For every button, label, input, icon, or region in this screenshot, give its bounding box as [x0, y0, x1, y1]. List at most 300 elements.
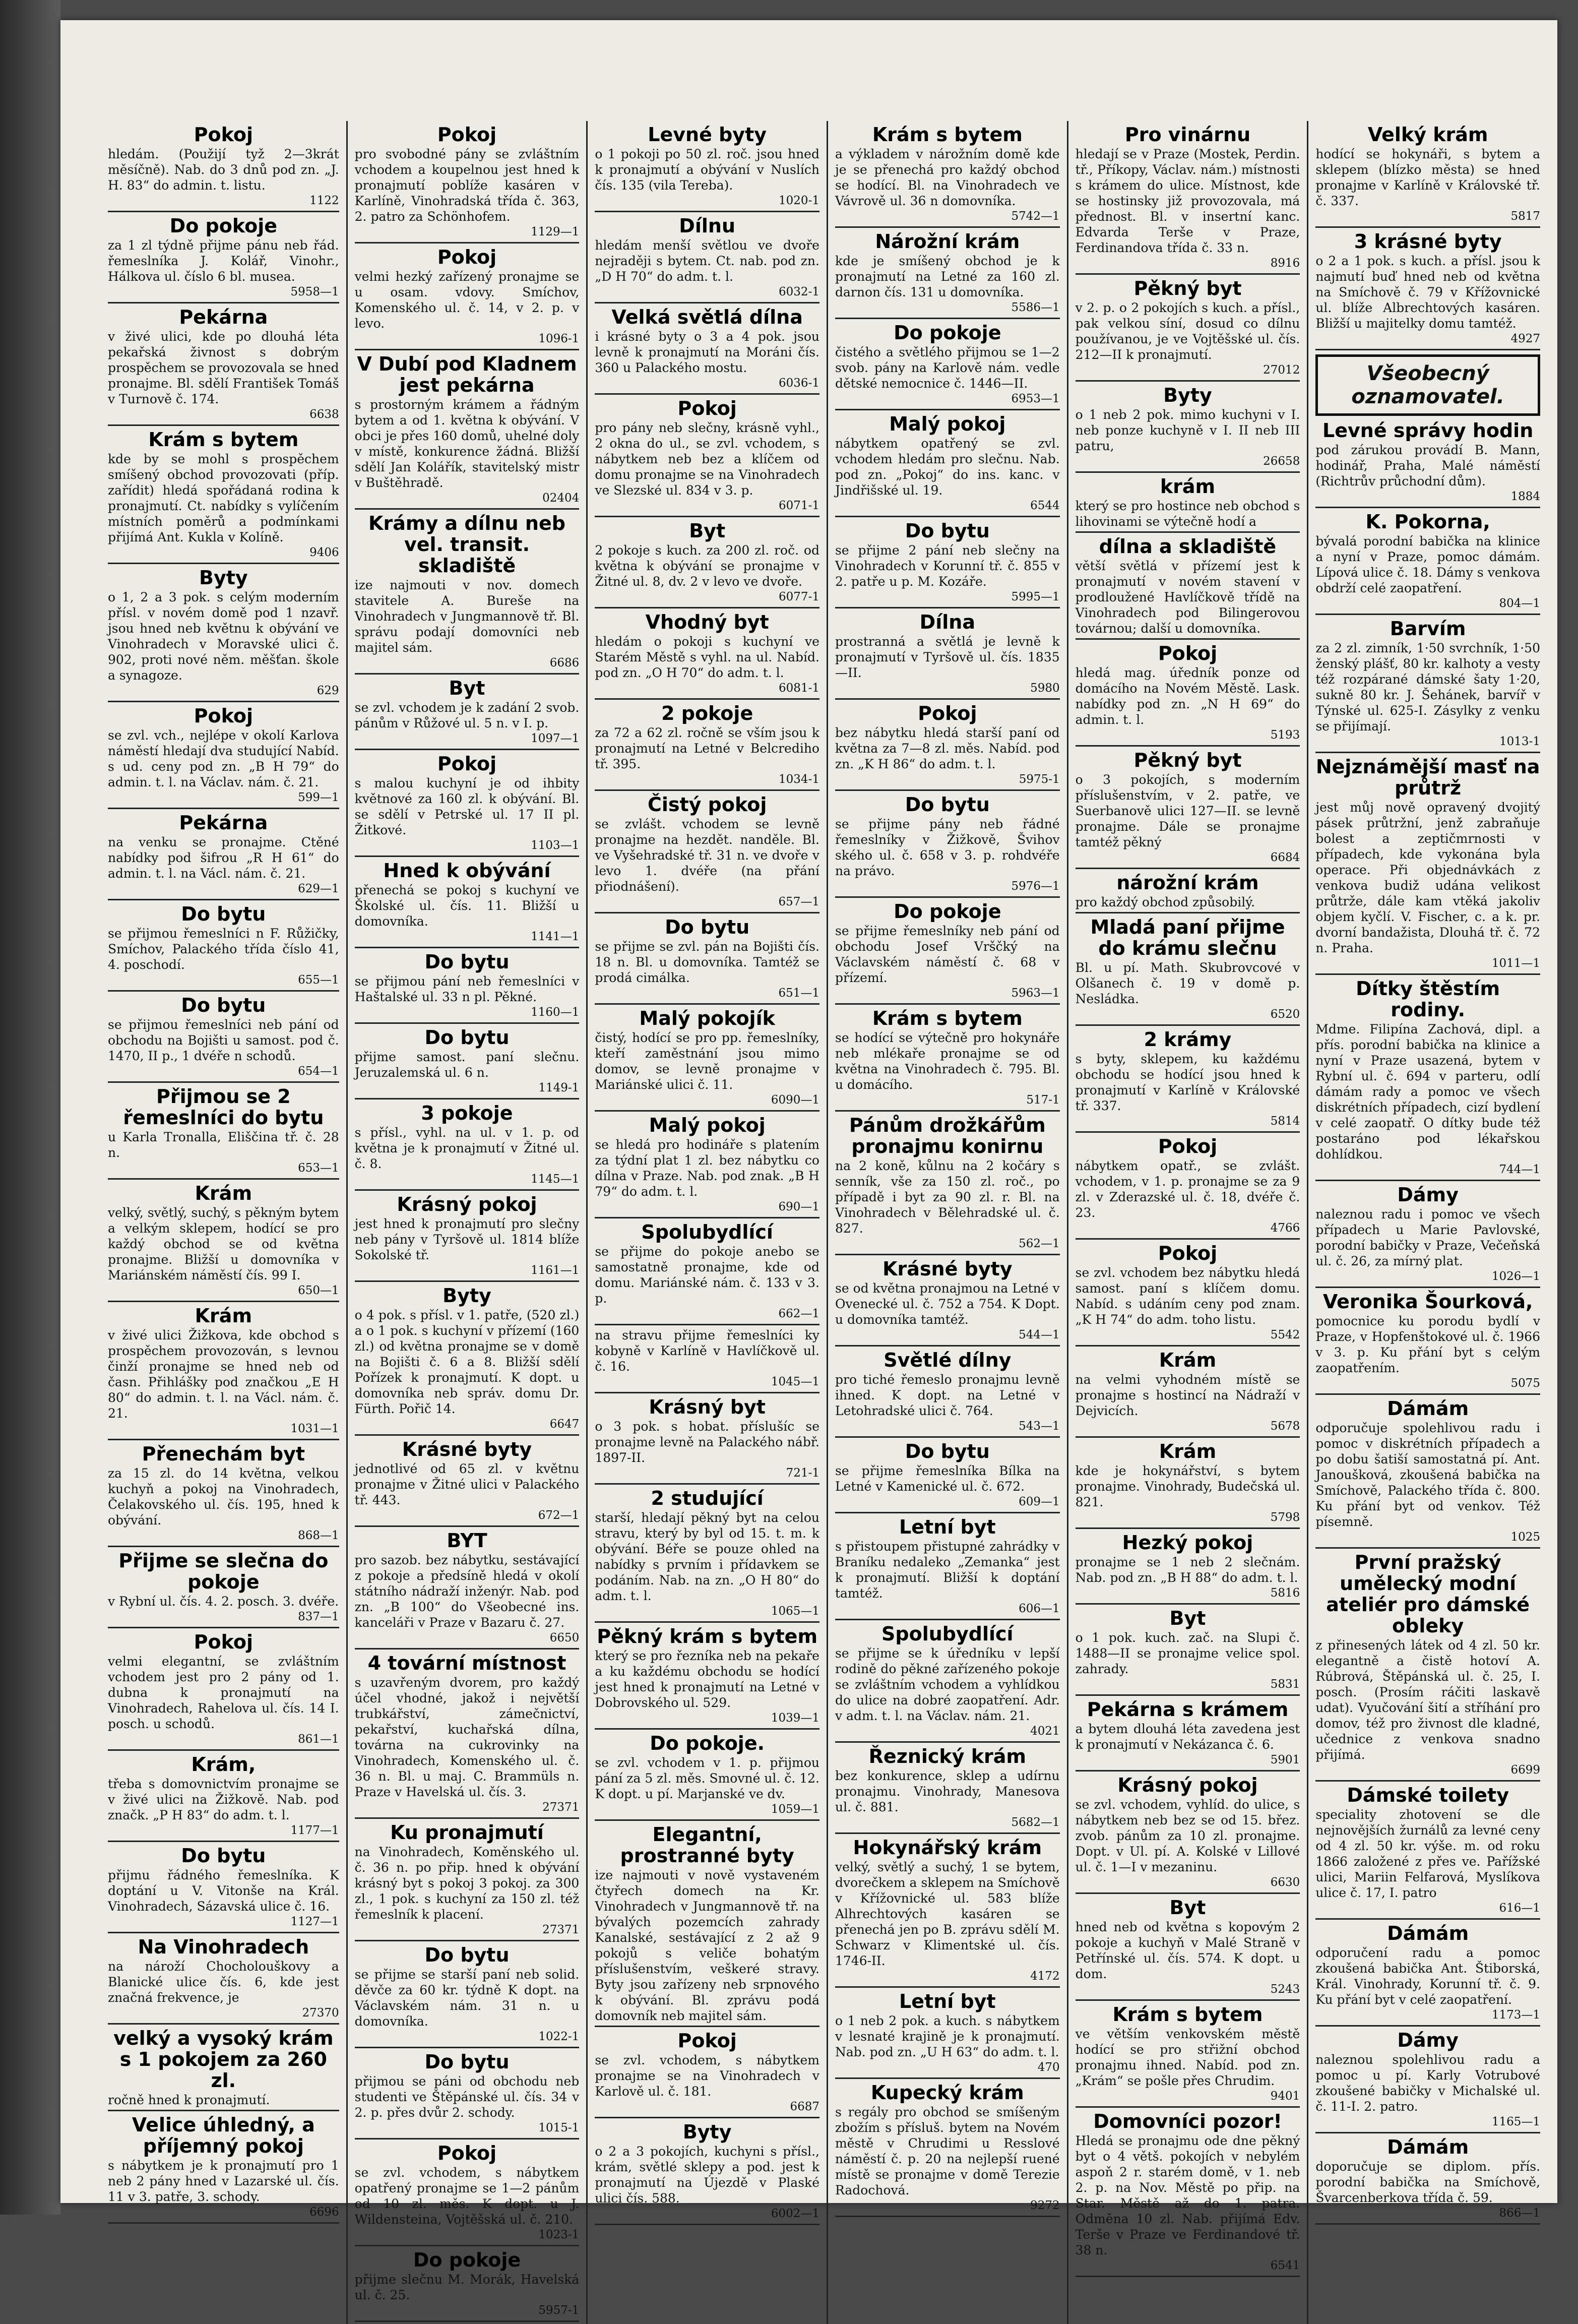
ad-body: 2 pokoje s kuch. za 200 zl. roč. od května k obývání se pronajme v Žitné ul. 8, dv. 2 v levo ve dvoře.: [595, 543, 819, 589]
classified-ad: [1315, 978, 1540, 1181]
column-2: [346, 121, 587, 2324]
ad-body: který se pro řezníka neb na pekaře a ku každému obchodu se hodící jest hned k pronajmutí na Letné v Dobrovského ul. 529.: [595, 1648, 819, 1710]
classified-ad: [835, 794, 1060, 898]
ad-reference-number: 651—1: [778, 987, 819, 1000]
classified-ad: [108, 307, 339, 426]
ad-body: velmi elegantní, se zvláštním vchodem jest pro 2 pány od 1. dubna k pronajmutí na Vinohradech, Rahelova ul. čís. 14 I. posch. u schodů.: [108, 1654, 339, 1731]
ad-heading: Pokoj: [1158, 1135, 1218, 1157]
classified-ad: [835, 1623, 1060, 1743]
column-6: [1307, 121, 1547, 2324]
ad-heading: Krám s bytem: [148, 429, 299, 451]
ad-reference-number: 6638: [309, 408, 339, 421]
ad-reference-number: 5586—1: [1011, 301, 1060, 314]
ad-reference-number: 5976—1: [1011, 880, 1060, 893]
classified-ad: [355, 1822, 580, 1941]
ad-heading: Pánům drožkářům pronajmu konirnu: [849, 1114, 1046, 1157]
classified-ad: [355, 513, 580, 675]
ad-heading: 3 pokoje: [421, 1102, 513, 1124]
ad-heading: Byty: [682, 2121, 732, 2143]
ad-heading: Krámy a dílnu neb vel. transit. skladiště: [368, 512, 565, 577]
ad-body: přijmou se páni od obchodu neb studenti ve Štěpánské ul. čís. 34 v 2. p. přes dvůr 2. schody.: [354, 2074, 580, 2120]
ad-body: o 1 neb 2 pok. mimo kuchyni v I. neb ponze kuchyně v I. II neb III patru,: [1075, 407, 1300, 453]
ad-body: pronajme se 1 neb 2 slečnám. Nab. pod zn. „B H 88“ do adm. t. l.: [1075, 1555, 1300, 1585]
ad-body: čistý, hodící se pro pp. řemeslníky, kteří zaměstnání jsou mimo domov, se levně pronajme v Mariánské ulici č. 11.: [595, 1030, 819, 1092]
ad-reference-number: 5193: [1270, 728, 1300, 742]
classified-ad: [595, 2030, 819, 2118]
ad-reference-number: 1161—1: [531, 1264, 580, 1277]
classified-ad: [1315, 2136, 1540, 2225]
classified-ad: [1076, 2004, 1300, 2108]
ad-heading: Pokoj: [194, 705, 253, 727]
classified-ad: [355, 1944, 580, 2048]
classified-ad: [108, 1550, 339, 1628]
classified-ad: [108, 1754, 339, 1842]
ad-heading: Veronika Šourková,: [1322, 1291, 1533, 1313]
section-header-box: [1315, 354, 1540, 416]
ad-heading: Do bytu: [905, 793, 990, 816]
ad-heading: Byt: [1169, 1897, 1206, 1919]
ad-body: s přistoupem přistupné zahrádky v Braníku nedaleko „Zemanka“ jest k pronajmutí. Bližší k doptání tamtéž.: [835, 1539, 1060, 1601]
ad-body: se zvl. vch., nejlépe v okolí Karlova náměstí hledají dva studující Nabíd. s ud. ceny pod zn. „B H 79“ do admin. t. l. na Václav. nám. č. 21.: [108, 728, 339, 789]
ad-heading: Dámám: [1387, 1922, 1469, 1944]
ad-reference-number: 27370: [302, 2006, 339, 2020]
classified-ad: [835, 231, 1060, 319]
ad-body: se zvl. vchodem v 1. p. přijmou pání za 5 zl. měs. Smovné ul. č. 12. K dopt. u pí. Marjanské ve dv.: [595, 1755, 819, 1801]
classified-ad: [355, 1653, 580, 1819]
ad-body: u Karla Tronalla, Eliščina tř. č. 28 n.: [108, 1130, 339, 1160]
ad-heading: Pokoj: [437, 753, 497, 775]
ad-body: s regály pro obchod se smíšeným zbožím s přísluš. bytem na Novém městě v Chrudimi u Resslové náměstí č. p. 20 na nejlepší ruené místě se pronajme v domě Terezie Radochová.: [835, 2105, 1060, 2197]
ad-heading: Pokoj: [437, 246, 497, 268]
classified-ad: [1315, 124, 1540, 228]
ad-body: doporučuje se diplom. přís. porodní babička na Smíchově, Švarcenberkova třída č. 59.: [1315, 2159, 1540, 2205]
ad-body: se přijme pány neb řádné řemeslníky v Žižkově, Švihov ského ul. č. 658 v 3. p. rohdvéře na právo.: [835, 817, 1060, 878]
classified-ad: [355, 1027, 580, 1099]
ad-body: jest můj nově opravený dvojitý pásek průtržní, jenž zabraňuje bolest a zeptičmrnosti v případech, kde vykonána byla operace. Při objednávkách z venkova budiž udána velikost průtrže, dále kam vtěká jakoliv objem kyčlí. V. Fischer, c. a k. pr. dvorní bandažista, Dlouhá tř. č. 72 n. Praha.: [1315, 800, 1540, 955]
ad-body: a bytem dlouhá léta zavedena jest k pronajmutí v Nekázanca č. 6.: [1075, 1722, 1300, 1752]
ad-body: o 2 a 3 pokojích, kuchyni s přísl., krám, světlé sklepy a pod. jest k pronajmutí na Újezdě v Plaské ulici čís. 588.: [595, 2144, 819, 2206]
ad-heading: Pokoj: [194, 124, 253, 146]
ad-body: na nároží Chocholouškovy a Blanické ulice čís. 6, kde jest značná frekvence, je: [108, 1959, 339, 2005]
ad-body: větší světlá v přízemí jest k pronajmutí v novém stavení v prodloužené Havlíčkově třídě na Vinohradech pod Bilingerovou továrnou; další u domovníka.: [1075, 559, 1300, 636]
classified-ad: [835, 1991, 1060, 2079]
ad-reference-number: 6953—1: [1011, 392, 1060, 405]
classified-ad: [1076, 1608, 1300, 1696]
ad-body: se přijme řemeslníky neb pání od obchodu Josef Vrščký na Václavském náměstí č. 68 v přízemí.: [835, 924, 1060, 985]
ad-heading: Dámám: [1387, 1397, 1469, 1420]
ad-reference-number: 866—1: [1499, 2207, 1540, 2220]
ad-reference-number: 1122: [309, 194, 339, 207]
ad-body: prostranná a světlá je levně k pronajmutí v Tyršově ul. čís. 1835—II.: [835, 634, 1060, 680]
ad-body: se hledá pro hodináře s platením za týdní plat 1 zl. bez nábytku co dílna v Praze. Nab. pod znak. „B H 79“ do adm. t. l.: [595, 1137, 819, 1199]
ad-reference-number: 1065—1: [771, 1605, 819, 1618]
ad-reference-number: 5075: [1510, 1377, 1540, 1390]
ad-reference-number: 27012: [1263, 363, 1300, 377]
ad-heading: Vhodný byt: [645, 611, 769, 633]
ad-body: nábytkem opatřený se zvl. vchodem hledám pro slečnu. Nab. pod zn. „Pokoj“ do ins. kanc. v Jindřišské ul. 19.: [835, 436, 1060, 498]
classified-ad: [1076, 536, 1300, 640]
ad-body: o 3 pokojích, s moderním příslušenstvím, v 2. patře, ve Suerbanově ulici 127—II. se levně pronajme. Dále se pronajme tamtéž pěkný: [1075, 772, 1300, 849]
ad-reference-number: 672—1: [538, 1509, 580, 1522]
classified-ad: [108, 705, 339, 809]
ad-body: odporučuje spolehlivou radu i pomoc v diskrétních případech a po dobu šatiší samostatná pí. Ant. Janoušková, zkoušená babička na Smíchově, Palackého třída č. 800. Ku přání byt od venkov. Též písemně.: [1315, 1421, 1540, 1529]
ad-reference-number: 5831: [1270, 1678, 1300, 1691]
classified-ad: [595, 794, 819, 913]
ad-reference-number: 861—1: [298, 1733, 339, 1746]
ad-body: o 1 pok. kuch. zač. na Slupi č. 1488—II se pronajme velice spol. zahrady.: [1075, 1630, 1300, 1676]
ad-body: se přijmou řemeslníci neb pání od obchodu na Bojišti u samost. pod č. 1470, II p., 1 dvéře n schodů.: [108, 1017, 339, 1063]
classified-ad: [1315, 1184, 1540, 1288]
ad-heading: Velká světlá dílna: [611, 306, 803, 328]
ad-reference-number: 6687: [790, 2100, 819, 2113]
ad-reference-number: 6071-1: [779, 499, 819, 512]
classified-ad: [835, 703, 1060, 791]
ad-body: za 2 zl. zimník, 1·50 svrchník, 1·50 ženský plášť, 80 kr. kalhoty a vesty též rozpárané dámské šaty 1·20, sukně 80 kr. J. Šehánek, barvíř v Týnské ul. 625-I. Zásylky z venku se přijímají.: [1315, 641, 1540, 733]
classified-ad: [108, 812, 339, 900]
classified-ad: [108, 429, 339, 564]
classified-ad: [595, 307, 819, 395]
ad-heading: Krám s bytem: [872, 1007, 1023, 1029]
ad-body: se přijmou řemeslníci n F. Růžičky, Smíchov, Palackého třída číslo 41, 4. poschodí.: [108, 926, 339, 972]
classified-ad: [595, 916, 819, 1005]
ad-body: přenechá se pokoj s kuchyní ve Školské ul. čís. 11. Bližší u domovníka.: [354, 883, 580, 929]
classified-ad: [108, 1631, 339, 1751]
ad-reference-number: 599—1: [298, 791, 339, 804]
classified-ad: [1076, 1243, 1300, 1347]
ad-reference-number: 1103—1: [531, 839, 580, 852]
ad-heading: Byty: [199, 567, 248, 589]
ad-body: kde by se mohl s prospěchem smíšený obchod provozovati (příp. zařídit) hledá spořádaná rodina k pronajmutí. Ct. nabídky s vylíčením místních poměrů a podmínkami přijímá Ant. Kukla v Kolíně.: [108, 452, 339, 544]
ad-heading: Světlé dílny: [883, 1349, 1012, 1371]
classified-ad: [595, 215, 819, 303]
ad-reference-number: 1059—1: [771, 1803, 819, 1816]
ad-reference-number: 629—1: [298, 882, 339, 895]
column-5: [1067, 121, 1307, 2324]
ad-reference-number: 868—1: [298, 1529, 339, 1542]
ad-reference-number: 1096-1: [538, 332, 580, 345]
classified-ad: [355, 2143, 580, 2246]
classified-ad: [108, 1845, 339, 1933]
ad-reference-number: 1045—1: [771, 1375, 819, 1388]
ad-reference-number: 4766: [1270, 1221, 1300, 1235]
ad-heading: Pokoj: [437, 2142, 497, 2164]
classified-ad: [595, 1824, 819, 2027]
ad-body: za 15 zl. do 14 května, velkou kuchyň a pokoj na Vinohradech, Čelakovského ul. čís. 195, hned k obývání.: [108, 1466, 339, 1527]
classified-ad: [1315, 511, 1540, 615]
classified-ad: [108, 2114, 339, 2224]
ad-reference-number: 5963—1: [1011, 987, 1060, 1000]
ad-heading: Do bytu: [181, 994, 266, 1016]
classified-ad: [1076, 1350, 1300, 1438]
classified-ad: [595, 703, 819, 791]
classified-ad: [835, 611, 1060, 700]
ad-reference-number: 1039—1: [771, 1711, 819, 1725]
classified-ad: [595, 1733, 819, 1821]
ad-body: se zvl. vchodem je k zadání 2 svob. pánům v Růžové ul. 5 n. v I. p.: [354, 700, 580, 730]
ad-reference-number: 1129—1: [531, 225, 580, 238]
ad-body: a výkladem v nárožním domě kde je se přenechá pro každý obchod se hodící. Bl. na Vinohradech ve Vávrově ul. 36 n domovníka.: [835, 147, 1060, 208]
ad-body: kde je hokynářství, s bytem pronajme. Vinohrady, Budečská ul. 821.: [1075, 1463, 1300, 1509]
classified-ad: [1076, 278, 1300, 382]
ad-reference-number: 1034-1: [779, 773, 819, 786]
classified-ad: [595, 1488, 819, 1623]
ad-heading: Dámy: [1397, 1184, 1459, 1206]
ad-heading: Pokoj: [918, 702, 977, 724]
ad-body: pro každý obchod způsobilý.: [1075, 895, 1255, 909]
classified-ad: [835, 1837, 1060, 1988]
ad-reference-number: 1011—1: [1491, 957, 1540, 970]
ad-body: se přijme se zvl. pán na Bojišti čís. 18 n. Bl. u domovníka. Tamtéž se prodá cimálka.: [595, 939, 819, 985]
ad-body: pomocnice ku porodu bydlí v Praze, v Hopfenštokové ul. č. 1966 v 3. p. Ku přání byt s celým zaopatřením.: [1315, 1314, 1540, 1375]
ad-heading: Do pokoje: [894, 322, 1001, 344]
classified-ad: [355, 1285, 580, 1436]
ad-body: o 1 neb 2 pok. a kuch. s nábytkem v lesnaté krajině je k pronajmutí. Nab. pod zn. „U H 63“ do adm. t. l.: [835, 2013, 1060, 2059]
ad-reference-number: 5975-1: [1019, 773, 1060, 786]
ad-heading: Do bytu: [665, 916, 750, 938]
ad-heading: V Dubí pod Kladnem jest pekárna: [357, 353, 577, 396]
classified-ad: [355, 124, 580, 243]
ad-reference-number: 02404: [542, 492, 580, 505]
ad-body: čistého a světlého přijmou se 1—2 svob. pány na Karlově nám. vedle dětské nemocnice č. 1446—II.: [835, 345, 1060, 391]
ad-body: Bl. u pí. Math. Skubrovcové v Olšanech č. 19 v domě p. Nesládka.: [1075, 960, 1300, 1006]
ad-body: hledá mag. úředník ponze od domácího na Novém Městě. Lask. nabídky pod zn. „N H 69“ do admin. t. l.: [1075, 665, 1300, 727]
classified-ad: [835, 1115, 1060, 1255]
classified-ad: [595, 520, 819, 608]
ad-heading: Krám s bytem: [1112, 2003, 1263, 2026]
classified-ad: [108, 1086, 339, 1180]
ad-body: hledám. (Použijí tyž 2—3krát měsíčně). Nab. do 3 dnů pod zn. „J. H. 83“ do admin. t. listu.: [108, 147, 339, 193]
classified-ad: [1076, 750, 1300, 869]
ad-heading: Dámy: [1397, 2029, 1459, 2051]
ad-reference-number: 6036-1: [779, 377, 819, 390]
classified-ad: [355, 247, 580, 350]
ad-heading: Dílna: [919, 611, 975, 633]
column-4: [827, 121, 1067, 2324]
classified-ad: [1076, 1441, 1300, 1529]
classified-ad: [1315, 1785, 1540, 1920]
ad-heading: Do pokoje: [169, 215, 277, 237]
ad-reference-number: 1025: [1510, 1531, 1540, 1544]
ad-body: velký, světlý a suchý, 1 se bytem, dvorečkem a sklepem na Smíchově v Křížovnické ul. 583 blíže Alhrechtových kasáren se přenechá jen po B. zprávu sdělí M. Schwarz v Klimentské ul. čís. 1746-II.: [835, 1860, 1060, 1968]
ad-body: ize najmouti v nov. domech stavitele A. Bureše na Vinohradech v Jungmannově tř. Bl. správu podají domovníci neb majitel sám.: [354, 578, 580, 655]
classified-ad: [355, 1530, 580, 1649]
classified-ad: [355, 951, 580, 1024]
ad-body: jest hned k pronajmutí pro slečny neb pány v Tyršově ul. 1814 blíže Sokolské tř.: [354, 1216, 580, 1262]
ad-heading: Spolubydlící: [881, 1623, 1014, 1645]
ad-body: hned neb od května s kopovým 2 pokoje a kuchyň v Malé Straně v Petřínské ul. čís. 574. K dopt. u dom.: [1075, 1920, 1300, 1981]
ad-heading: velký a vysoký krám s 1 pokojem za 260 zl.: [113, 2027, 334, 2092]
scan-edge: [0, 0, 60, 2215]
ad-reference-number: 6032-1: [779, 285, 819, 298]
ad-body: pro sazob. bez nábytku, sestávající z pokoje a předsíně hledá v okolí státního nádraží inženýr. Nab. pod zn. „B 100“ do Všeobecné ins. kanceláři v Praze v Bazaru č. 27.: [354, 1553, 580, 1630]
ad-heading: Do pokoje: [894, 900, 1001, 923]
ad-body: ize najmouti v nově vystaveném čtyřech domech na Kr. Vinohradech v Jungmannově tř. na bývalých pozemcích zahrady Kanalské, sestávající z 2 až 9 pokojů s veliče bohatým příslušenstvím, veškeré stravy. Byty jsou zařízeny neb srpnového k obývání. Bl. zprávu podá domovník neb majitel sám.: [595, 1868, 819, 2023]
classified-ad: [1076, 1136, 1300, 1240]
ad-reference-number: 1022-1: [538, 2030, 580, 2043]
ad-reference-number: 6699: [1510, 1763, 1540, 1777]
ad-body: o 3 pok. s hobat. příslušíc se pronajme levně na Palackého nábř. 1897-II.: [595, 1419, 819, 1465]
ad-heading: Nárožní krám: [875, 230, 1020, 253]
ad-reference-number: 27371: [542, 1923, 580, 1936]
ad-reference-number: 1127—1: [290, 1915, 339, 1928]
ad-reference-number: 6090—1: [771, 1093, 819, 1107]
classified-ad: [1076, 916, 1300, 1026]
ad-body: se přijmou pání neb řemeslníci v Haštalské ul. 33 n pl. Pěkné.: [354, 974, 580, 1004]
classified-ad: [835, 2082, 1060, 2217]
ad-heading: nárožní krám: [1116, 872, 1259, 894]
ad-reference-number: 544—1: [1019, 1328, 1060, 1341]
ad-heading: Krásné byty: [882, 1258, 1013, 1280]
ad-heading: Pokoj: [1158, 642, 1218, 664]
ad-heading: dílna a skladiště: [1099, 535, 1277, 558]
ad-reference-number: 1031—1: [290, 1422, 339, 1435]
ad-heading: Krám,: [191, 1753, 256, 1776]
ad-body: se přijme 2 pání neb slečny na Vinohradech v Korunní tř. č. 855 v 2. patře u p. M. Kozáře.: [835, 543, 1060, 589]
classified-ad: [1315, 420, 1540, 508]
ad-reference-number: 5243: [1270, 1983, 1300, 1996]
column-3: [586, 121, 827, 2324]
ad-reference-number: 6650: [549, 1631, 580, 1644]
ad-reference-number: 6520: [1270, 1008, 1300, 1021]
ad-heading: BYT: [447, 1530, 487, 1552]
classified-ad: [595, 398, 819, 517]
classified-ad: [835, 413, 1060, 517]
ad-reference-number: 721-1: [786, 1466, 819, 1480]
ad-reference-number: 804—1: [1499, 597, 1540, 610]
ad-body: hledám menší světlou ve dvoře nejraději s bytem. Ct. nab. pod zn. „D H 70“ do adm. t. l.: [595, 238, 819, 284]
ad-body: se přijme se k úředníku v lepší rodině do pěkné zařízeného pokoje se zvláštním vchodem a vyhlídkou do ulice na dobré zaopatření. Adr. v adm. t. l. na Václav. nám. 21.: [835, 1646, 1060, 1723]
ad-heading: Pokoj: [1158, 1242, 1218, 1264]
ad-heading: 2 studující: [651, 1487, 764, 1509]
ad-body: kde je smíšený obchod je k pronajmutí na Letné za 160 zl. darnon čís. 131 u domovníka.: [835, 254, 1060, 299]
ad-body: na Vinohradech, Koměnského ul. č. 36 n. po přip. hned k obývání krásný byt s pokoj 3 pokoj. za 300 zl., 1 pok. s kuchyní za 150 zl. též řemeslník k placení.: [354, 1845, 580, 1922]
ad-heading: Do pokoje: [413, 2249, 521, 2271]
classified-ad: [355, 753, 580, 857]
classified-ad: [108, 995, 339, 1083]
ad-reference-number: 1015-1: [538, 2121, 580, 2134]
ad-heading: 2 krámy: [1144, 1028, 1232, 1051]
ad-body: o 1, 2 a 3 pok. s celým moderním přísl. v novém domě pod 1 nzavř. jsou hned neb květnu k obývání ve Vinohradech v Moravské ulici č. 902, proti nové něm. měšťan. škole a synagoze.: [108, 590, 339, 683]
ad-body: se zvl. vchodem, s nábytkem pronajme se na Vinohradech v Karlově ul. č. 181.: [595, 2053, 819, 2099]
ad-heading: Byty: [443, 1285, 491, 1307]
ad-heading: První pražský umělecký modní ateliér pro dámské obleky: [1326, 1551, 1530, 1637]
ad-reference-number: 5542: [1270, 1328, 1300, 1341]
ad-reference-number: 629: [317, 684, 339, 697]
ad-heading: Levné správy hodin: [1322, 419, 1534, 442]
ad-body: který se pro hostince neb obchod s lihovinami se výtečně hodí a: [1075, 499, 1300, 529]
ad-reference-number: 8916: [1270, 257, 1300, 270]
ad-heading: Krám: [195, 1182, 253, 1204]
ad-reference-number: 9401: [1270, 2090, 1300, 2103]
classified-ad: [595, 611, 819, 700]
ad-body: se od května pronajmou na Letné v Ovenecké ul. č. 752 a 754. K Dopt. u domovníka tamtéž.: [835, 1281, 1060, 1327]
classified-ad: [1315, 1552, 1540, 1782]
ad-body: starší, hledají pěkný byt na celou stravu, který by byl od 15. t. m. k obývání. Béře se pouze ohled na nabídky s prvním i přídavkem se podáním. Nab. na zn. „O H 80“ do adm. t. l.: [595, 1510, 819, 1603]
classified-ad: [108, 1936, 339, 2025]
classified-ad: [1315, 1923, 1540, 2027]
ad-body: s prostorným krámem a řádným bytem a od 1. května k obývání. V obci je přes 160 domů, uhelné doly v místě, konkurence žádná. Bližší sdělí Jan Kolářík, stavitelský mistr v Buštěhradě.: [354, 397, 580, 490]
ad-heading: Pekárna s krámem: [1087, 1698, 1289, 1721]
ad-body: v 2. p. o 2 pokojích s kuch. a přísl., pak velkou síní, dosud co dílnu používanou, je ve Vojtěšské ul. čís. 212—II k pronajmutí.: [1075, 300, 1300, 362]
classified-ad: [108, 2028, 339, 2111]
ad-body: se zvl. vchodem, s nábytkem opatřený pronajme se 1—2 pánům od 10 zl. měs. K dopt. u J. Wildensteina, Vojtěšská ul. č. 210.: [354, 2165, 580, 2227]
ad-reference-number: 1884: [1510, 490, 1540, 503]
classified-ad: [108, 567, 339, 702]
ad-heading: Krám: [195, 1305, 253, 1327]
ad-heading: Dítky štěstím rodiny.: [1356, 977, 1500, 1021]
classified-ad: [835, 1258, 1060, 1347]
classified-ad: [1076, 1532, 1300, 1605]
classified-ad: [1315, 2030, 1540, 2133]
ad-heading: Do bytu: [905, 520, 990, 542]
ad-heading: Do bytu: [181, 1845, 266, 1867]
ad-body: pro svobodné pány se zvláštním vchodem a koupelnou jest hned k pronajmutí poblíže kasáren v Karlíně, Vinohradská třída č. 363, 2. patro za Schönhofem.: [354, 147, 580, 224]
classified-ad: [355, 1103, 580, 1191]
ad-heading: krám: [1160, 475, 1216, 498]
ad-heading: Hezký pokoj: [1122, 1532, 1253, 1554]
ad-body: velký, světlý, suchý, s pěkným bytem a velkým sklepem, hodící se pro každý obchod se od května pronajme. Bližší u domovníka v Mariánském náměstí čís. 99 I.: [108, 1205, 339, 1282]
ad-body: s nábytkem je k pronajmutí pro 1 neb 2 pány hned v Lazarské ul. čís. 11 v 3. patře, 3. schody.: [108, 2158, 339, 2204]
classified-ad: [835, 1746, 1060, 1834]
classified-ad: [355, 2249, 580, 2322]
ad-heading: Mladá paní přijme do krámu slečnu: [1090, 916, 1285, 959]
section-title: Všeobecný oznamovatel.: [1351, 362, 1504, 408]
classified-ad: [1076, 643, 1300, 747]
ad-body: hledají se v Praze (Mostek, Perdin. tř., Příkopy, Václav. nám.) místnosti s krámem do ulice. Místnost, kde se hostinsky již provozovala, má přednost. Bl. v insertní kanc. Edvarda Terše v Praze, Ferdinandova třída č. 33 n.: [1075, 147, 1300, 255]
classified-ad: [835, 1008, 1060, 1112]
ad-body: s přísl., vyhl. na ul. v 1. p. od května je k pronajmutí v Žitné ul. č. 8.: [354, 1125, 580, 1171]
classified-ad: [108, 215, 339, 303]
ad-reference-number: 6081-1: [779, 682, 819, 695]
ad-reference-number: 837—1: [298, 1610, 339, 1623]
ad-body: jednotlivé od 65 zl. v květnu pronajme v Žitné ulici v Palackého tř. 443.: [354, 1461, 580, 1507]
classified-ad: [835, 124, 1060, 228]
classified-ad: [1076, 1699, 1300, 1771]
ad-reference-number: 26658: [1263, 455, 1300, 468]
ad-body: třeba s domovnictvím pronajme se v živé ulici na Žižkově. Nab. pod značk. „P H 83“ do adm. t. l.: [108, 1777, 339, 1822]
ad-heading: Krásný byt: [649, 1396, 766, 1418]
ad-reference-number: 5814: [1270, 1115, 1300, 1128]
ad-body: s malou kuchyní je od ihbity květnové za 160 zl. k obývání. Bl. se sdělí v Petrské ul. 17 II pl. Žitkové.: [354, 776, 580, 837]
ad-heading: Hokynářský krám: [853, 1837, 1042, 1859]
ad-reference-number: 5798: [1270, 1511, 1300, 1524]
ad-reference-number: 6647: [549, 1418, 580, 1431]
classified-ad: [1076, 872, 1300, 913]
classified-ad: [595, 1626, 819, 1730]
ad-reference-number: 5901: [1270, 1753, 1300, 1766]
ad-body: velmi hezký zařízený pronajme se u osam. vdovy. Smíchov, Komenského ul. č. 14, v 2. p. v levo.: [354, 269, 580, 331]
classified-ad: [355, 678, 580, 750]
ad-heading: Přijme se slečna do pokoje: [118, 1550, 329, 1593]
ad-reference-number: 1177—1: [290, 1824, 339, 1837]
ad-heading: Pokoj: [677, 397, 737, 419]
ad-heading: Krásný pokoj: [397, 1193, 537, 1215]
ad-body: se zvl. vchodem bez nábytku hledá samost. paní s klíčem domu. Nabíd. s udáním ceny pod znam. „K H 74“ do adm. toho listu.: [1075, 1265, 1300, 1327]
classified-ad: [108, 1183, 339, 1302]
ad-heading: Byty: [1163, 384, 1212, 406]
ad-reference-number: 609—1: [1019, 1495, 1060, 1508]
classified-ad: [108, 1443, 339, 1547]
ad-reference-number: 470: [1037, 2061, 1060, 2074]
ad-body: i krásné byty o 3 a 4 pok. jsou levně k pronajmutí na Moráni čís. 360 u Palackého mostu.: [595, 329, 819, 375]
ad-reference-number: 616—1: [1499, 1902, 1540, 1915]
classified-ad: [1076, 1029, 1300, 1133]
classified-ad: [595, 124, 819, 212]
ad-reference-number: 6630: [1270, 1876, 1300, 1889]
ad-body: s uzavřeným dvorem, pro každý účel vhodné, jakož i největší trubkářství, zámečnictví, pekařství, kuchařská dílna, továrna na cukrovinky na Vinohradech, Komenského ul. č. 36 n. Bl. u maj. C. Brammüls n. Praze v Havelská ul. čís. 3.: [354, 1675, 580, 1799]
ad-reference-number: 653—1: [298, 1161, 339, 1175]
ad-body: ve větším venkovském městě hodící se pro střižní obchod pronajmu ihned. Nabíd. pod zn. „Krám“ se pošle přes Chrudim.: [1075, 2027, 1300, 2088]
